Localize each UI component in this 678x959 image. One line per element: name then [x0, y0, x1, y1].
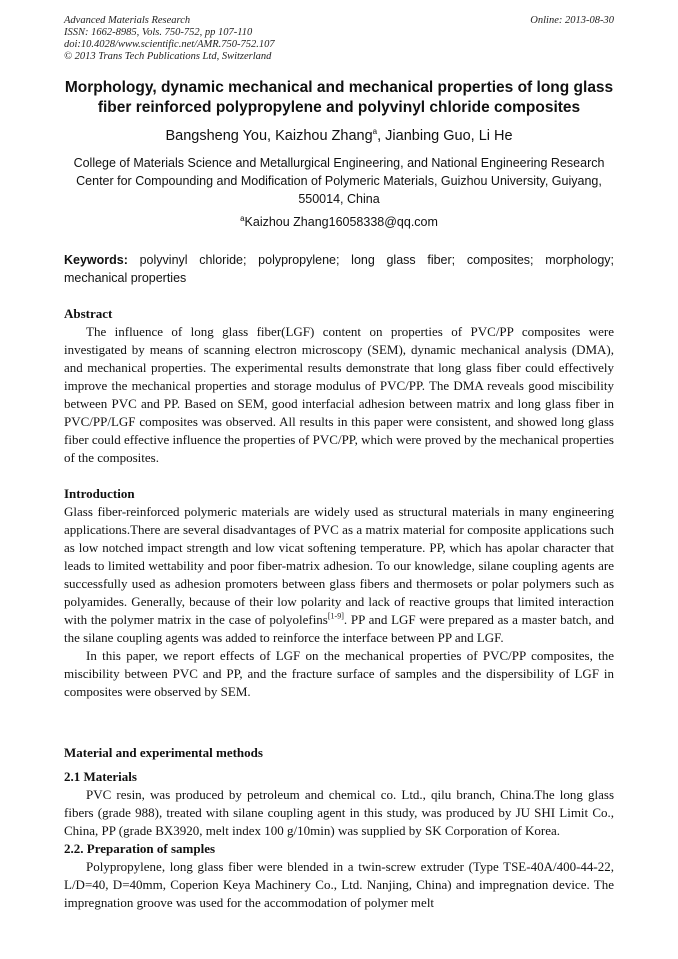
author-names-1: Bangsheng You, Kaizhou Zhang: [165, 128, 373, 144]
materials-text: PVC resin, was produced by petroleum and chemical co. Ltd., qilu branch, China.The long glass fibers (grade 988), treated with silane coupling agent in this study, was produced by JU SHI Limit Co., China, PP (grade BX3920, melt index 100 g/10min) was supplied by SK Corporation of Korea.: [64, 787, 614, 838]
affiliation: College of Materials Science and Metallurgical Engineering, and National Engineering Research Center for Compounding and Modification of Polymeric Materials, Guizhou University, Guiyang, 550014, China: [73, 156, 605, 206]
journal-name: Advanced Materials Research: [64, 15, 191, 26]
email-superscript: a: [240, 213, 245, 223]
journal-header: [64, 15, 275, 63]
introduction-section: [64, 485, 614, 701]
intro-paragraph-2: In this paper, we report effects of LGF on the mechanical properties of PVC/PP composites, the miscibility between PVC and PP, and the fracture surface of samples and the dispersibility of LGF in composites were observed by SEM.: [64, 648, 614, 699]
introduction-heading: Introduction: [64, 486, 135, 501]
preparation-heading: 2.2. Preparation of samples: [64, 841, 216, 856]
online-date: Online: 2013-08-30: [530, 15, 614, 26]
abstract-heading: Abstract: [64, 306, 113, 321]
contact-email: [52, 214, 626, 230]
intro-paragraph-1: [64, 503, 614, 647]
author-names-2: , Jianbing Guo, Li He: [377, 128, 513, 144]
citation-ref: [1-9]: [327, 611, 344, 621]
keywords-text: polyvinyl chloride; polypropylene; long glass fiber; composites; morphology; mechanical properties: [64, 253, 614, 285]
keywords-label: Keywords:: [64, 253, 128, 267]
doi-line: doi:10.4028/www.scientific.net/AMR.750-752.107: [64, 39, 275, 50]
email-text: Kaizhou Zhang16058338@qq.com: [244, 215, 438, 229]
methods-section: [64, 744, 614, 912]
abstract-section: [64, 305, 614, 467]
materials-heading: 2.1 Materials: [64, 769, 137, 784]
copyright-line: © 2013 Trans Tech Publications Ltd, Switzerland: [64, 51, 272, 62]
keywords: [64, 251, 614, 287]
intro-p1-text-a: Glass fiber-reinforced polymeric materials are widely used as structural materials in many engineering applications.There are several disadvantages of PVC as a matrix material for composite applications such as low notched impact strength and low vicat softening temperature. PP, which has apolar character that leads to limited wettability and poor fiber-matrix adhesion. To our knowledge, silane coupling agents are successfully used as adhesion promoters between glass fibers and thermosets or polar polymers such as polyamides. Generally, because of their low polarity and lack of reactive groups that limited interaction with the polymer matrix in the case of polyolefins: [64, 504, 614, 627]
issn-line: ISSN: 1662-8985, Vols. 750-752, pp 107-110: [64, 27, 253, 38]
preparation-text: Polypropylene, long glass fiber were blended in a twin-screw extruder (Type TSE-40A/400-44-22, L/D=40, D=40mm, Coperion Keya Machinery Co., Ltd. Nanjing, China) and impregnation device. The impregnation groove was used for the accommodation of polymer melt: [64, 859, 614, 910]
author-list: [52, 127, 626, 145]
author-superscript: a: [372, 127, 378, 137]
intro-p1-text-b: . PP and LGF were prepared as a master batch, and the silane coupling agents was added to reinforce the interface between PP and LGF.: [64, 612, 614, 645]
abstract-text: The influence of long glass fiber(LGF) content on properties of PVC/PP composites were investigated by means of scanning electron microscopy (SEM), dynamic mechanical analysis (DMA), and mechanical properties. The experimental results demonstrate that long glass fiber could effectively improve the mechanical properties and storage modulus of PVC/PP. The DMA reveals good miscibility between PVC and PP. Based on SEM, good interfacial adhesion between matrix and long glass fiber in PVC/PP/LGF composites was observed. All results in this paper were consistent, and showed long glass fiber could effective influence the properties of PVC/PP, which were proved by the mechanical properties of the composites.: [64, 324, 614, 465]
paper-title: Morphology, dynamic mechanical and mechanical properties of long glass fiber reinforced polypropylene and polyvinyl chloride composites: [64, 79, 614, 116]
methods-heading: Material and experimental methods: [64, 745, 263, 760]
